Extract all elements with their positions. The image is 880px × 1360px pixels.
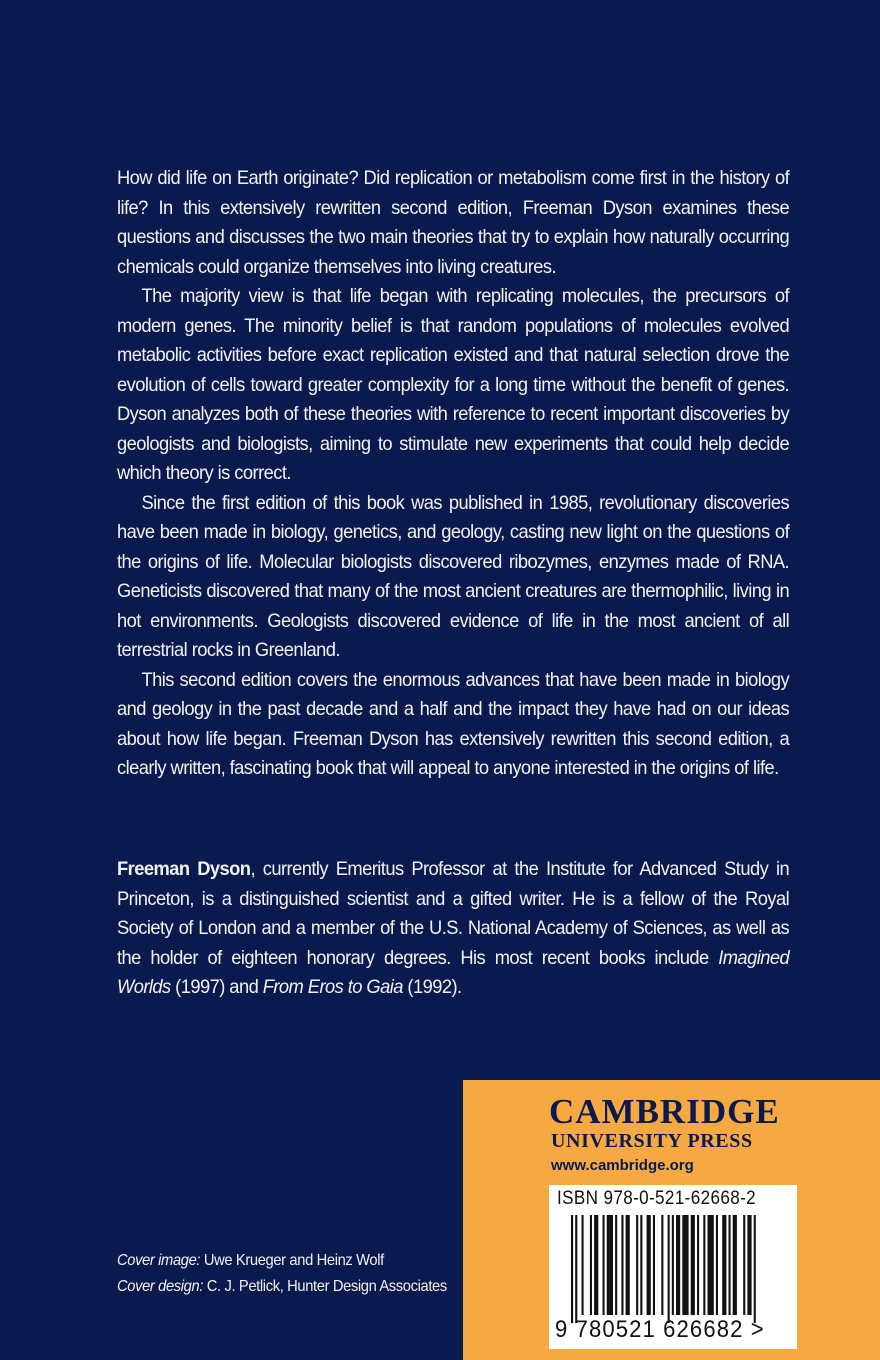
barcode-bar xyxy=(697,1215,699,1315)
cover-design-credit xyxy=(117,1274,447,1300)
barcode-bar xyxy=(672,1215,674,1315)
barcode-bar xyxy=(708,1215,714,1315)
barcode-box xyxy=(549,1185,797,1349)
cover-credits xyxy=(117,1248,447,1300)
author-bio-text: , currently Emeritus Professor at the Institute for Advanced Study in Princeton, is a distinguished scientist and a gifted writer. He is a fellow of the Royal Society of London and a member of the U.S. National Academy of Sciences, as well as the holder of eighteen honorary degrees. His most recent books include xyxy=(117,858,790,969)
author-bio-mid: (1997) and xyxy=(170,976,263,998)
barcode-bar xyxy=(661,1215,663,1315)
blurb-paragraph-3: Since the first edition of this book was published in 1985, revolutionary discoveries have been made in biology, genetics, and geology, casting new light on the questions of the origins of life. Molecular biologists discovered ribozymes, enzymes made of RNA. Geneticists discovered that many of the most ancient creatures are thermophilic, living in hot environments. Geologists discovered evidence of life in the most ancient of all terrestrial rocks in Greenland. xyxy=(117,491,790,661)
barcode-bar xyxy=(722,1215,726,1315)
barcode-bar xyxy=(640,1215,642,1315)
barcode-bar xyxy=(703,1215,705,1315)
blurb-paragraph-1: How did life on Earth originate? Did replication or metabolism come first in the history of life? In this extensively rewritten second edition, Freeman Dyson examines these questions and discusses the two main theories that try to explain how naturally occurring chemicals could organize themselves into living creatures. xyxy=(117,167,790,278)
barcode-bar xyxy=(729,1215,731,1315)
cover-design-value: C. J. Petlick, Hunter Design Associates xyxy=(203,1278,447,1295)
cover-image-value: Uwe Krueger and Heinz Wolf xyxy=(200,1252,384,1269)
author-name: Freeman Dyson xyxy=(117,858,251,880)
author-bio xyxy=(117,855,789,1003)
book-title-2: From Eros to Gaia xyxy=(262,976,403,998)
barcode-bar xyxy=(582,1215,584,1315)
barcode-digits: 9 780521 626682 > xyxy=(555,1316,765,1343)
barcode-bar xyxy=(594,1215,598,1315)
isbn-label: ISBN 978-0-521-62668-2 xyxy=(557,1188,756,1209)
barcode-bar xyxy=(691,1215,695,1315)
barcode-bar xyxy=(716,1215,718,1315)
barcode-bar xyxy=(733,1215,737,1315)
barcode-bar xyxy=(647,1215,651,1315)
blurb-paragraph-4: This second edition covers the enormous advances that have been made in biology and geology in the past decade and a half and the impact they have had on our ideas about how life began. Freeman Dyson has extensively rewritten this second edition, a clearly written, fascinating book that will appeal to anyone interested in the origins of life. xyxy=(117,668,790,779)
cover-image-credit xyxy=(117,1248,447,1274)
barcode-bar xyxy=(668,1215,670,1323)
barcode-bar xyxy=(621,1215,623,1315)
barcode-bar xyxy=(676,1215,680,1315)
publisher-name: CAMBRIDGE xyxy=(549,1092,780,1131)
barcode-bar xyxy=(754,1215,756,1323)
publisher-subtitle: UNIVERSITY PRESS xyxy=(551,1130,753,1152)
barcode-bar xyxy=(603,1215,605,1315)
barcode-bar xyxy=(571,1215,573,1323)
author-bio-end: (1992). xyxy=(402,976,462,998)
barcode-bar xyxy=(626,1215,630,1315)
cover-design-label: Cover design: xyxy=(117,1278,204,1295)
book-title-1: Imagined Worlds xyxy=(117,946,790,998)
blurb xyxy=(117,164,789,784)
publisher-panel xyxy=(463,1080,880,1360)
barcode-bar xyxy=(607,1215,613,1315)
barcode-bar xyxy=(682,1215,688,1315)
barcode-bar xyxy=(615,1215,617,1315)
blurb-paragraph-2: The majority view is that life began with replicating molecules, the precursors of modern genes. The minority belief is that random populations of molecules evolved metabolic activities before exact replication existed and that natural selection drove the evolution of cells toward greater complexity for a long time without the benefit of genes. Dyson analyzes both of these theories with reference to recent important discoveries by geologists and biologists, aiming to stimulate new experiments that could help decide which theory is correct. xyxy=(117,285,790,484)
barcode-bar xyxy=(590,1215,592,1315)
barcode-bar xyxy=(575,1215,577,1323)
publisher-url: www.cambridge.org xyxy=(551,1157,694,1174)
barcode-bar xyxy=(747,1215,751,1315)
barcode-bar xyxy=(653,1215,655,1315)
barcode-bar xyxy=(743,1215,745,1315)
barcode-bar xyxy=(636,1215,638,1315)
cover-image-label: Cover image: xyxy=(117,1252,201,1269)
